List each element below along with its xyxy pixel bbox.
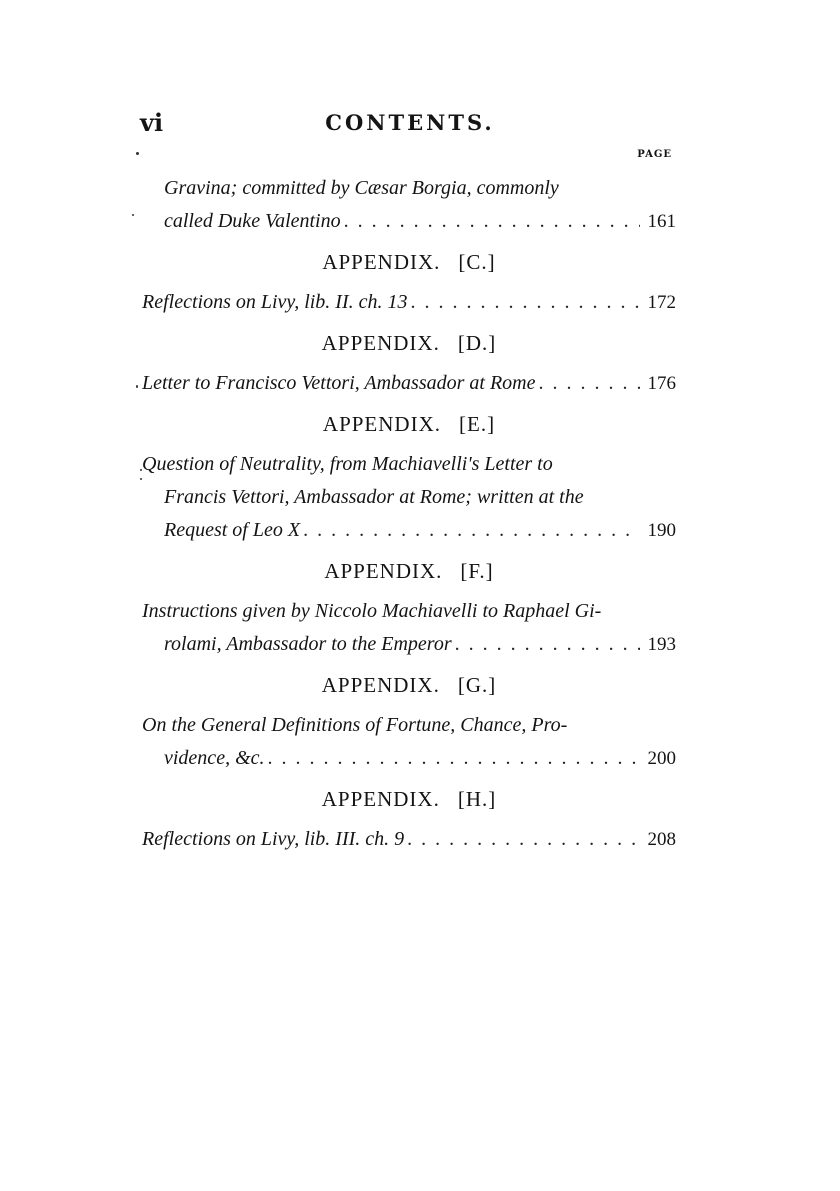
entry-line — [142, 286, 676, 319]
page-number: 208 — [647, 829, 676, 850]
entry-text: Reflections on Livy, lib. III. ch. 9 — [142, 828, 405, 850]
appendix-label: APPENDIX. — [322, 250, 441, 274]
entry-text: called Duke Valentino — [164, 210, 341, 232]
page-folio: vi — [140, 108, 164, 137]
appendix-letter: [H.] — [457, 787, 497, 811]
appendix-letter: [C.] — [458, 250, 496, 274]
scan-speck — [140, 478, 142, 480]
appendix-label: APPENDIX. — [321, 673, 440, 697]
appendix-heading-f — [142, 547, 676, 595]
appendix-letter: [F.] — [460, 559, 494, 583]
appendix-heading-e — [142, 400, 676, 448]
entry-text: Gravina; committed by Cæsar Borgia, commonly — [164, 177, 559, 199]
entry-text: Letter to Francisco Vettori, Ambassador at Rome — [142, 372, 536, 394]
appendix-letter: [E.] — [459, 412, 496, 436]
entry-line — [142, 367, 676, 400]
entry-line — [142, 514, 676, 547]
entry-line — [142, 205, 676, 238]
dot-leader — [408, 286, 640, 319]
toc-entry-duke-valentino — [142, 172, 676, 238]
page-number: 193 — [647, 634, 676, 655]
entry-text: vidence, &c. — [164, 747, 265, 769]
dot-leader — [452, 628, 640, 661]
table-of-contents — [142, 172, 676, 856]
appendix-heading-h — [142, 775, 676, 823]
appendix-label: APPENDIX. — [321, 787, 440, 811]
page-number: 172 — [647, 292, 676, 313]
entry-line — [142, 709, 676, 742]
appendix-label: APPENDIX. — [321, 331, 440, 355]
scan-speck — [140, 469, 142, 471]
entry-line — [142, 595, 676, 628]
entry-text: Question of Neutrality, from Machiavelli's Letter to — [142, 453, 553, 475]
appendix-letter: [D.] — [457, 331, 497, 355]
page-number: 190 — [647, 520, 676, 541]
appendix-letter: [G.] — [457, 673, 497, 697]
toc-entry-appendix-g — [142, 709, 676, 775]
scan-speck — [136, 385, 138, 388]
page-column-label: PAGE — [637, 149, 672, 160]
toc-entry-appendix-c — [142, 286, 676, 319]
dot-leader — [536, 367, 640, 400]
entry-line — [142, 481, 676, 514]
appendix-label: APPENDIX. — [322, 412, 441, 436]
page-title: CONTENTS. — [325, 110, 495, 135]
entry-line — [142, 448, 676, 481]
entry-line — [142, 628, 676, 661]
dot-leader — [265, 742, 640, 775]
page-number: 161 — [647, 211, 676, 232]
entry-text: rolami, Ambassador to the Emperor — [164, 633, 452, 655]
entry-text: Reflections on Livy, lib. II. ch. 13 — [142, 291, 408, 313]
running-head — [140, 108, 680, 138]
toc-entry-appendix-e — [142, 448, 676, 547]
entry-text: Francis Vettori, Ambassador at Rome; written at the — [164, 486, 584, 508]
toc-entry-appendix-f — [142, 595, 676, 661]
entry-text: Request of Leo X — [164, 519, 301, 541]
toc-entry-appendix-d — [142, 367, 676, 400]
dot-leader — [404, 823, 639, 856]
appendix-heading-c — [142, 238, 676, 286]
toc-entry-appendix-h — [142, 823, 676, 856]
page-number: 176 — [647, 373, 676, 394]
dot-leader — [300, 514, 639, 547]
entry-text: On the General Definitions of Fortune, Chance, Pro- — [142, 714, 568, 736]
entry-line — [142, 823, 676, 856]
entry-line — [142, 172, 676, 205]
appendix-heading-d — [142, 319, 676, 367]
entry-line — [142, 742, 676, 775]
dot-leader — [341, 205, 640, 238]
scan-speck — [132, 214, 134, 216]
scan-speck — [136, 152, 139, 155]
page-number: 200 — [647, 748, 676, 769]
appendix-heading-g — [142, 661, 676, 709]
appendix-label: APPENDIX. — [324, 559, 443, 583]
entry-text: Instructions given by Niccolo Machiavelli to Raphael Gi- — [142, 600, 602, 622]
